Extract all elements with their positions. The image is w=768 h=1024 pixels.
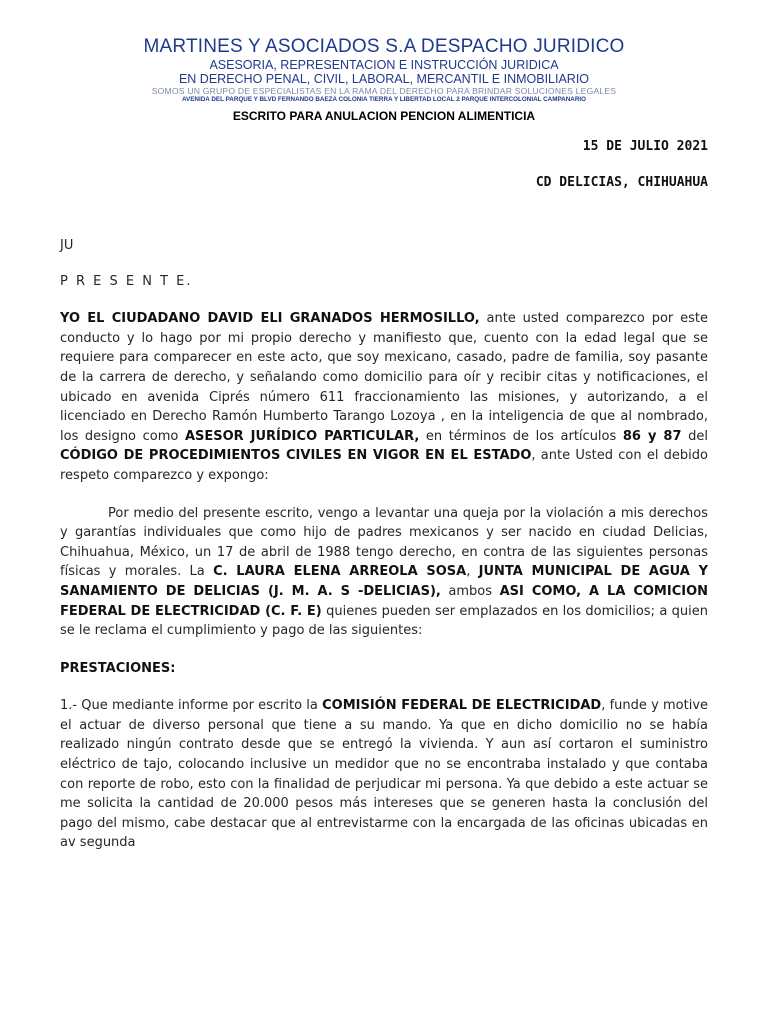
firm-name: MARTINES Y ASOCIADOS S.A DESPACHO JURIDICO — [143, 36, 625, 57]
text-run: ambos — [440, 583, 500, 599]
document-city: CD DELICIAS, CHIHUAHUA — [535, 175, 708, 190]
code-name: CÓDIGO DE PROCEDIMIENTOS CIVILES EN VIGOR EN EL ESTADO — [60, 448, 532, 464]
text-run: , ante Usted con el debido respeto comparezco y expongo: — [60, 448, 709, 483]
text-run: en términos de los artículos — [419, 428, 623, 444]
firm-services: ASESORIA, REPRESENTACION E INSTRUCCIÓN JURIDICA — [209, 58, 559, 72]
cfe-name: COMISIÓN FEDERAL DE ELECTRICIDAD — [322, 698, 602, 714]
letterhead — [60, 36, 708, 104]
text-run: Por medio del presente escrito, vengo a levantar una queja por la violación a mis derechos y garantías individuales que como hijo de padres mexicanos y ser nacido en ciudad Delicias, Chihuahua, México, un 17 de abril de 1988 tengo derecho, en contra de las siguientes personas físicas y morales. La — [60, 505, 708, 580]
firm-tagline: SOMOS UN GRUPO DE ESPECIALISTAS EN LA RAMA DEL DERECHO PARA BRINDAR SOLUCIONES LEGALES — [151, 86, 617, 96]
paragraph-queja — [60, 504, 708, 641]
text-run: , — [466, 564, 479, 580]
firm-areas: EN DERECHO PENAL, CIVIL, LABORAL, MERCANTIL E INMOBILIARIO — [178, 72, 590, 86]
document-date: 15 DE JULIO 2021 — [582, 139, 708, 154]
legal-advisor-label: ASESOR JURÍDICO PARTICULAR, — [184, 428, 420, 444]
defendant-cfe: ASI COMO, A LA COMICION FEDERAL DE ELECTRICIDAD (C. F. E) — [60, 583, 709, 619]
defendant-person: C. LAURA ELENA ARREOLA SOSA — [213, 564, 467, 580]
paragraph-comparecencia — [60, 309, 708, 485]
text-run: , funde y motive el actuar de diverso personal que tiene a su mando. Ya que en dicho domicilio no se había realizado ningún contrato desde que se entregó la vivienda. Y aun así cortaron el suministro eléctrico de tajo, colocando inclusive un medidor que no se encontraba instalado y que contaba con reporte de robo, esto con la finalidad de perjudicar mi persona. Ya que debido a este actuar se me solicita la cantidad de 20.000 pesos más intereses que se generen hasta la conclusión del pago del mismo, cabe destacar que al entrevistarme con la encargada de las oficinas ubicadas en av segunda — [60, 698, 709, 851]
petitioner-name: YO EL CIUDADANO DAVID ELI GRANADOS HERMOSILLO, — [60, 311, 480, 327]
salutation: JU — [60, 238, 74, 253]
article-numbers: 86 y 87 — [622, 428, 682, 444]
document-title: ESCRITO PARA ANULACION PENCION ALIMENTICIA — [232, 109, 536, 123]
text-run: ante usted comparezco por este conducto y lo hago por mi propio derecho y manifiesto que, cuento con la edad legal que se requiere para comparecer en este acto, que soy mexicano, casado, padre de familia, soy pasante de la carrera de derecho, y señalando como domicilio para oír y recibir citas y notificaciones, el ubicado en avenida Ciprés número 611 fraccionamiento las misiones, y autorizando, a el licenciado en Derecho Ramón Humberto Tarango Lozoya , en la inteligencia de que al nombrado, los designo como — [60, 311, 709, 444]
presente-line: P R E S E N T E. — [60, 273, 193, 289]
prestaciones-heading: PRESTACIONES: — [60, 660, 176, 676]
text-run: 1.- Que mediante informe por escrito la — [60, 698, 323, 714]
document-body — [60, 236, 708, 853]
defendant-jmas: JUNTA MUNICIPAL DE AGUA Y SANAMIENTO DE DELICIAS (J. M. A. S -DELICIAS), — [60, 564, 708, 599]
firm-address: AVENIDA DEL PARQUE Y BLVD FERNANDO BAEZA COLONIA TIERRA Y LIBERTAD LOCAL 2 PARQUE INTERCOLONIAL CAMPANARIO — [181, 96, 587, 103]
text-run: del — [681, 428, 708, 444]
prestacion-item-1 — [60, 696, 708, 853]
text-run: quienes pueden ser emplazados en los domicilios; a quien se le reclama el cumplimiento y pago de las siguientes: — [60, 603, 708, 639]
